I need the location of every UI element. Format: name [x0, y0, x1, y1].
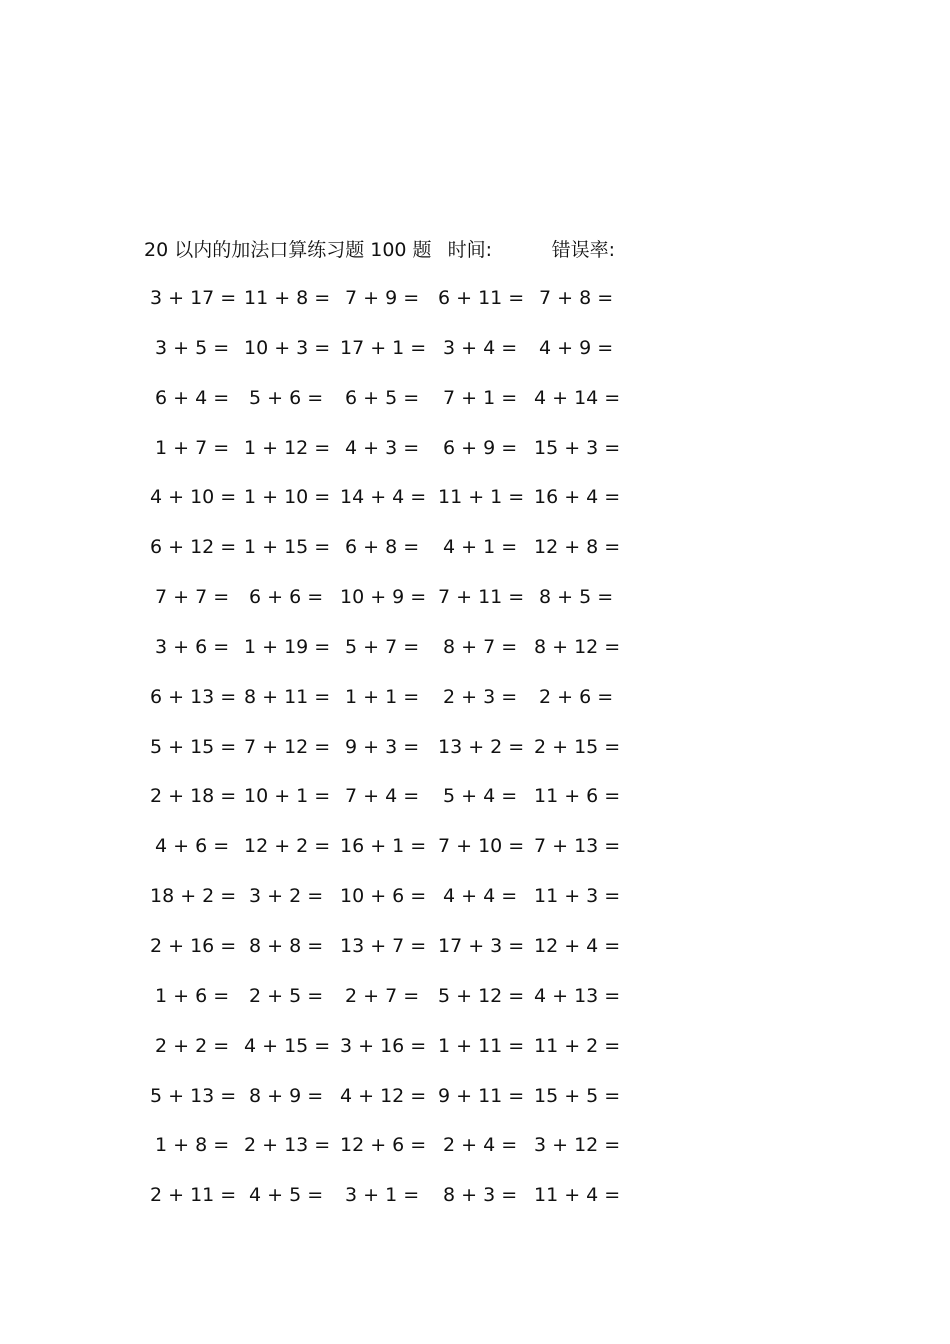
- problem-item: 1 + 7 =: [155, 436, 230, 459]
- problem-item: 11 + 2 =: [534, 1034, 621, 1057]
- problem-item: 6 + 12 =: [150, 536, 237, 559]
- problem-item: 4 + 1 =: [443, 536, 518, 559]
- problem-row: [150, 384, 650, 434]
- problem-item: 7 + 9 =: [345, 287, 420, 309]
- problem-item: 2 + 6 =: [539, 685, 614, 708]
- problem-item: 7 + 4 =: [345, 785, 420, 808]
- problem-row: [150, 782, 650, 832]
- problem-item: 2 + 2 =: [155, 1034, 230, 1057]
- problem-item: 3 + 17 =: [150, 287, 237, 309]
- problem-item: 16 + 4 =: [534, 486, 621, 509]
- problem-row: [150, 733, 650, 783]
- problem-item: 2 + 3 =: [443, 685, 518, 708]
- problem-item: 12 + 8 =: [534, 536, 621, 559]
- problem-item: 6 + 9 =: [443, 436, 518, 459]
- problem-item: 3 + 16 =: [340, 1034, 427, 1057]
- problem-item: 4 + 5 =: [249, 1184, 324, 1207]
- problem-item: 11 + 4 =: [534, 1184, 621, 1207]
- problem-item: 2 + 4 =: [443, 1134, 518, 1157]
- problem-item: 11 + 6 =: [534, 785, 621, 808]
- problem-item: 5 + 15 =: [150, 735, 237, 758]
- problem-row: [150, 1082, 650, 1132]
- problem-item: 1 + 1 =: [345, 685, 420, 708]
- problem-item: 6 + 11 =: [438, 287, 525, 309]
- problem-item: 7 + 10 =: [438, 835, 525, 858]
- problem-item: 7 + 8 =: [539, 287, 614, 309]
- problem-item: 7 + 12 =: [244, 735, 331, 758]
- problem-item: 5 + 4 =: [443, 785, 518, 808]
- problem-item: 18 + 2 =: [150, 885, 237, 908]
- problem-item: 1 + 6 =: [155, 984, 230, 1007]
- problem-item: 12 + 4 =: [534, 934, 621, 957]
- problem-item: 6 + 5 =: [345, 386, 420, 409]
- problem-item: 15 + 5 =: [534, 1084, 621, 1107]
- problem-item: 4 + 10 =: [150, 486, 237, 509]
- problem-item: 17 + 3 =: [438, 934, 525, 957]
- problem-item: 16 + 1 =: [340, 835, 427, 858]
- problem-item: 3 + 1 =: [345, 1184, 420, 1207]
- problem-item: 8 + 8 =: [249, 934, 324, 957]
- problem-item: 6 + 6 =: [249, 586, 324, 609]
- problem-item: 4 + 15 =: [244, 1034, 331, 1057]
- problem-item: 7 + 11 =: [438, 586, 525, 609]
- problem-item: 5 + 12 =: [438, 984, 525, 1007]
- problem-item: 9 + 3 =: [345, 735, 420, 758]
- problem-row: [150, 434, 650, 484]
- problem-item: 1 + 19 =: [244, 635, 331, 658]
- problem-row: [150, 533, 650, 583]
- problem-item: 10 + 1 =: [244, 785, 331, 808]
- problem-item: 8 + 3 =: [443, 1184, 518, 1207]
- problem-row: [150, 1032, 650, 1082]
- problem-grid: [150, 284, 650, 1231]
- problem-item: 10 + 3 =: [244, 336, 331, 359]
- problem-item: 12 + 6 =: [340, 1134, 427, 1157]
- problem-item: 4 + 4 =: [443, 885, 518, 908]
- problem-item: 11 + 1 =: [438, 486, 525, 509]
- problem-item: 1 + 12 =: [244, 436, 331, 459]
- problem-item: 1 + 8 =: [155, 1134, 230, 1157]
- problem-item: 14 + 4 =: [340, 486, 427, 509]
- problem-item: 6 + 13 =: [150, 685, 237, 708]
- problem-item: 4 + 6 =: [155, 835, 230, 858]
- problem-item: 8 + 9 =: [249, 1084, 324, 1107]
- problem-row: [150, 1131, 650, 1181]
- problem-item: 5 + 7 =: [345, 635, 420, 658]
- problem-item: 8 + 5 =: [539, 586, 614, 609]
- worksheet-header: [144, 236, 615, 264]
- problem-item: 4 + 9 =: [539, 336, 614, 359]
- problem-row: [150, 633, 650, 683]
- worksheet-title: 20 以内的加法口算练习题 100 题: [144, 239, 432, 261]
- problem-item: 2 + 18 =: [150, 785, 237, 808]
- problem-item: 2 + 16 =: [150, 934, 237, 957]
- problem-item: 2 + 13 =: [244, 1134, 331, 1157]
- problem-item: 12 + 2 =: [244, 835, 331, 858]
- problem-item: 1 + 15 =: [244, 536, 331, 559]
- problem-item: 6 + 8 =: [345, 536, 420, 559]
- problem-item: 7 + 1 =: [443, 386, 518, 409]
- error-rate-label: 错误率:: [551, 239, 616, 261]
- problem-item: 3 + 12 =: [534, 1134, 621, 1157]
- problem-item: 8 + 11 =: [244, 685, 331, 708]
- problem-item: 3 + 5 =: [155, 336, 230, 359]
- problem-item: 8 + 12 =: [534, 635, 621, 658]
- problem-row: [150, 982, 650, 1032]
- problem-row: [150, 483, 650, 533]
- problem-row: [150, 334, 650, 384]
- problem-item: 7 + 7 =: [155, 586, 230, 609]
- problem-row: [150, 832, 650, 882]
- problem-item: 13 + 2 =: [438, 735, 525, 758]
- problem-item: 15 + 3 =: [534, 436, 621, 459]
- problem-item: 3 + 4 =: [443, 336, 518, 359]
- problem-item: 7 + 13 =: [534, 835, 621, 858]
- problem-item: 1 + 11 =: [438, 1034, 525, 1057]
- problem-item: 2 + 5 =: [249, 984, 324, 1007]
- problem-item: 17 + 1 =: [340, 336, 427, 359]
- problem-item: 4 + 3 =: [345, 436, 420, 459]
- problem-row: [150, 932, 650, 982]
- problem-item: 3 + 2 =: [249, 885, 324, 908]
- problem-item: 13 + 7 =: [340, 934, 427, 957]
- problem-item: 4 + 13 =: [534, 984, 621, 1007]
- problem-item: 2 + 15 =: [534, 735, 621, 758]
- problem-item: 4 + 14 =: [534, 386, 621, 409]
- problem-row: [150, 683, 650, 733]
- problem-item: 10 + 9 =: [340, 586, 427, 609]
- problem-item: 4 + 12 =: [340, 1084, 427, 1107]
- problem-row: [150, 284, 650, 334]
- problem-item: 3 + 6 =: [155, 635, 230, 658]
- problem-row: [150, 1181, 650, 1231]
- problem-item: 6 + 4 =: [155, 386, 230, 409]
- problem-item: 1 + 10 =: [244, 486, 331, 509]
- problem-item: 11 + 8 =: [244, 287, 331, 309]
- problem-item: 9 + 11 =: [438, 1084, 525, 1107]
- problem-item: 10 + 6 =: [340, 885, 427, 908]
- problem-item: 2 + 7 =: [345, 984, 420, 1007]
- problem-item: 5 + 13 =: [150, 1084, 237, 1107]
- problem-item: 2 + 11 =: [150, 1184, 237, 1207]
- problem-item: 11 + 3 =: [534, 885, 621, 908]
- problem-item: 8 + 7 =: [443, 635, 518, 658]
- problem-row: [150, 882, 650, 932]
- problem-item: 5 + 6 =: [249, 386, 324, 409]
- problem-row: [150, 583, 650, 633]
- time-label: 时间:: [447, 239, 493, 261]
